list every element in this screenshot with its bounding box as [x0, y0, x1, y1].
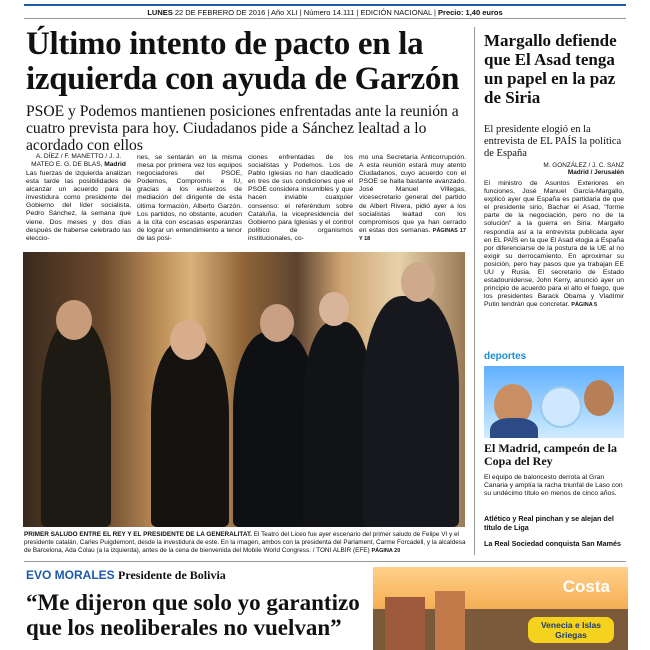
lead-page-ref: PÁGINAS 17 Y 18 — [359, 227, 466, 242]
sports-text: El equipo de baloncesto derrota al Gran Canaria y amplía la racha triunfal de Laso con su undécimo título en menos de cinco años. — [484, 474, 623, 498]
costa-advertisement[interactable] — [373, 567, 628, 650]
lead-column-4 — [359, 154, 466, 243]
person-head — [170, 320, 206, 360]
side-byline-authors: M. GONZÁLEZ / J. C. SANZ — [543, 162, 624, 169]
side-headline[interactable]: Margallo defiende que El Asad tenga un papel en la paz de Siria — [484, 31, 617, 107]
price: Precio: 1,40 euros — [438, 8, 503, 17]
sports-brief-2[interactable]: La Real Sociedad conquista San Mamés — [484, 539, 622, 548]
person-head — [319, 292, 349, 326]
photo-credit: / TONI ALBIR (EFE) — [312, 547, 370, 554]
dateline — [24, 8, 626, 17]
side-page-ref: PÁGINA 5 — [571, 302, 598, 309]
lead-column-2: nes, se sentarán en la misma mesa por primera vez los equipos negociadores del PSOE, Podemos, Compromís e IU, gracias a los esfuerzos de mediación del dirigente de esta última formación, Alberto Garzón. Los partidos, no obstante, acuden a la cita con escasas esperanzas de lograr un entendimiento a tenor de las posi- — [137, 154, 242, 242]
dateline-details: 22 DE FEBRERO DE 2016 | Año XLI | Número 14.111 | EDICIÓN NACIONAL | — [174, 8, 436, 17]
ad-tagline: Venecia e Islas Griegas — [528, 617, 614, 643]
column-divider — [474, 27, 475, 555]
person-head — [260, 304, 294, 342]
sports-photo[interactable] — [484, 366, 624, 438]
interviewee-name: EVO MORALES — [26, 568, 115, 582]
person-silhouette — [363, 296, 459, 527]
masthead-divider — [24, 18, 626, 19]
photo-caption — [24, 531, 466, 555]
interviewee-role: Presidente de Bolivia — [118, 568, 226, 582]
player-head — [584, 380, 614, 416]
ad-building — [385, 597, 425, 650]
lead-headline[interactable]: Último intento de pacto en la izquierda con ayuda de Garzón — [26, 26, 460, 97]
player-jersey — [490, 418, 538, 438]
side-body-text: El ministro de Asuntos Exteriores en funciones, José Manuel García-Margallo, explicó ayer que España es partidaria de que el presidente sirio, Bachar el Asad, "forme parte de la negociación, pero no de la solución" a la guerra en Siria. Margallo respondía así a la entrevista publicada ayer en EL PAÍS en la que El Asad elogia a España por diferenciarse de la postura de la UE al no exigir su derrocamiento. En aproximar su posición, pero hay pasos que ya trabajan EE UU y Rusia. El secretario de Estado estadounidense, John Kerry, anunció ayer un principio de acuerdo para el alto el fuego, que los presidentes Barack Obama y Vladímir Putin tendrán que concretar. — [484, 180, 624, 309]
person-silhouette — [41, 322, 111, 527]
side-byline — [484, 162, 624, 176]
sports-brief-1[interactable]: Atlético y Real pinchan y se alejan del título de Liga — [484, 514, 614, 532]
sports-headline[interactable]: El Madrid, campeón de la Copa del Rey — [484, 441, 618, 468]
person-head — [56, 300, 92, 340]
trophy-shape — [540, 386, 582, 428]
person-head — [401, 262, 435, 302]
interview-kicker — [26, 568, 226, 583]
costa-logo: Costa — [562, 577, 610, 596]
interview-quote[interactable]: “Me dijeron que solo yo garantizo que los neoliberales no vuelvan” — [26, 590, 360, 640]
lead-column-3: ciones enfrentadas de los socialistas y Podemos. Los de Pablo Iglesias no han claudicado en tres de sus condiciones que el PSOE considera insumibles y que hacen inviable cualquier consenso: el referéndum sobre Cataluña, la vicepresidencia del Gobierno para Iglesias y el control político de organismos institucionales, co- — [248, 154, 353, 242]
lead-column-1: Las fuerzas de izquierda analizan esta tarde las posibilidades de alcanzar un acuerdo para la investidura como presidente del Gobierno del líder socialista, Pedro Sánchez, la semana que viene. Dos meses y dos días después de haberse celebrado las eleccio- — [26, 170, 131, 242]
side-body — [484, 180, 624, 310]
lead-byline — [26, 153, 131, 169]
person-silhouette — [151, 340, 229, 527]
bottom-divider — [24, 561, 626, 562]
lead-photo[interactable] — [23, 252, 465, 527]
side-byline-place: Madrid / Jerusalén — [567, 169, 624, 176]
lead-subhead: PSOE y Podemos mantienen posiciones enfrentadas ante la reunión a cuatro prevista para hoy. Ciudadanos pide a Sánchez lealtad a lo acordado con ellos — [26, 103, 459, 154]
ad-building — [435, 591, 465, 650]
dateline-day: LUNES — [147, 8, 173, 17]
side-subtitle: El presidente elogió en la entrevista de EL PAÍS la política de España — [484, 124, 622, 159]
top-rule — [24, 4, 626, 6]
caption-text: El Teatro del Liceo fue ayer escenario del primer saludo de Felipe VI y el presidente catalán, Carles Puigdemont, desde la investidura de este. En la imagen, ambos con la presidenta del Parlament, Carme Forcadell, y la alcaldesa de Barcelona, Ada Colau (a la izquierda), antes de la cena de bienvenida del Mobile World Congress. — [24, 531, 466, 554]
byline-place: Madrid — [104, 161, 126, 168]
byline-authors: A. DÍEZ / F. MANETTO / J. J. MATEO E. G. DE BLAS, — [31, 153, 122, 168]
lead-column-4-text: mo una Secretaría Anticorrupción. A esta reunión estará muy atento Ciudadanos, cuyo acuerdo con el PSOE se halla bastante avanzado. José Manuel Villegas, vicesecretario general del partido de Albert Rivera, pidió ayer a los socialistas lealtad con los compromisos que ya han cerrado en estas dos semanas. — [359, 154, 466, 234]
sports-section-label[interactable]: deportes — [484, 351, 527, 362]
caption-lead: PRIMER SALUDO ENTRE EL REY Y EL PRESIDENTE DE LA GENERALITAT. — [24, 531, 252, 538]
caption-page-ref: PÁGINA 20 — [371, 548, 401, 554]
